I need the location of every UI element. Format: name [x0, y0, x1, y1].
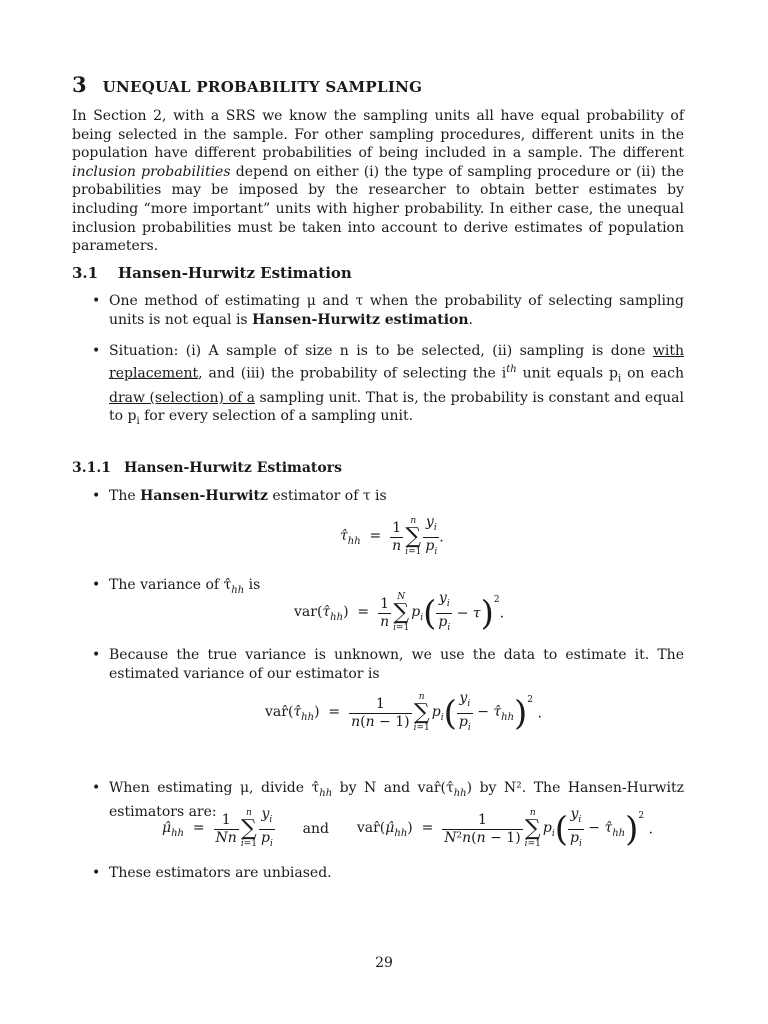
bullet-icon: • [92, 780, 101, 796]
equation-tau-hh: $\taû_{hh}$ = $\frac{1}{n}$ n ∑ i=1 $\frac{y_i}{p_i}$ . [340, 514, 444, 558]
equation-estimated-variance: $var̂(\taû_{hh})$ = $\frac{1}{n(n - 1)}$ n ∑ i=1 $p_i$( $\frac{y_i}{p_i}$ − $\taû_{hh})^2$ . [265, 690, 542, 734]
bullet-icon: • [92, 865, 101, 881]
bullet-unbiased: • These estimators are unbiased. [92, 865, 332, 881]
bullet-icon: • [92, 647, 101, 663]
bullet-estimated-variance: • Because the true variance is unknown, we use the data to estimate it. The estimated variance of our estimator is [92, 647, 684, 682]
page-number: 29 [375, 955, 393, 971]
equation-mu-hh: $\mû_{hh}$ = $\frac{1}{Nn}$ n ∑ i=1 $\frac{y_i}{p_i}$ and $var̂(\mû_{hh})$ = $\frac{1}{\text{N²n(n − 1)}}$ n ∑ i=1 $p_i$( $\frac{y_i}{p_i}$ − $\taû_{hh})^2$ . [162, 806, 654, 850]
subsubsection-heading: 3.1.1 Hansen-Hurwitz Estimators [72, 460, 342, 476]
bullet-estimator: • The Hansen-Hurwitz estimator of τ is [92, 488, 387, 504]
equation-variance: $var(\taû_{hh})$ = $\frac{1}{n}$ N ∑ i=1 $p_i$( $\frac{y_i}{p_i}$ − τ)$^2$. [294, 590, 505, 634]
bullet-icon: • [92, 488, 101, 504]
bullet-method: • One method of estimating μ and τ when the probability of selecting sampling units is not equal is Hansen-Hurwitz estimation. [92, 293, 684, 328]
section-number: 3 [72, 72, 87, 97]
bullet-variance: • The variance of $\taû_{hh}$ is [92, 577, 261, 596]
intro-emphasis: inclusion probabilities [72, 163, 231, 180]
bullet-mu-estimators: • When estimating μ, divide $\taû_{hh}$ by N and $var̂(\taû_{hh})$ by N². The Hansen-Hurwitz estimators are: [92, 780, 685, 821]
section-title: UNEQUAL PROBABILITY SAMPLING [102, 78, 423, 96]
bullet-icon: • [92, 577, 101, 593]
bullet-icon: • [92, 343, 101, 359]
bullet-icon: • [92, 293, 101, 309]
intro-paragraph: In Section 2, with a SRS we know the sampling units all have equal probability of being selected in the sample. For other sampling procedures, different units in the population have different probabilities of being included in a sample. The different inclusion probabilities depend on either (i) the type of sampling procedure or (ii) the probabilities may be imposed by the researcher to obtain better estimates by including “more important” units with higher probability. In either case, the unequal inclusion probabilities must be taken into account to derive estimates of population parameters. [72, 108, 684, 255]
section-heading [72, 72, 422, 97]
subsection-heading: 3.1 Hansen-Hurwitz Estimation [72, 264, 352, 282]
bullet-situation: • Situation: (i) A sample of size n is to be selected, (ii) sampling is done with replacement, and (iii) the probability of selecting the $i^{th}$ unit equals $p_i$ on each draw (selection) of a sampling unit. That is, the probability is constant and equal to $p_i$ for every selection of a sampling unit. [92, 343, 685, 428]
